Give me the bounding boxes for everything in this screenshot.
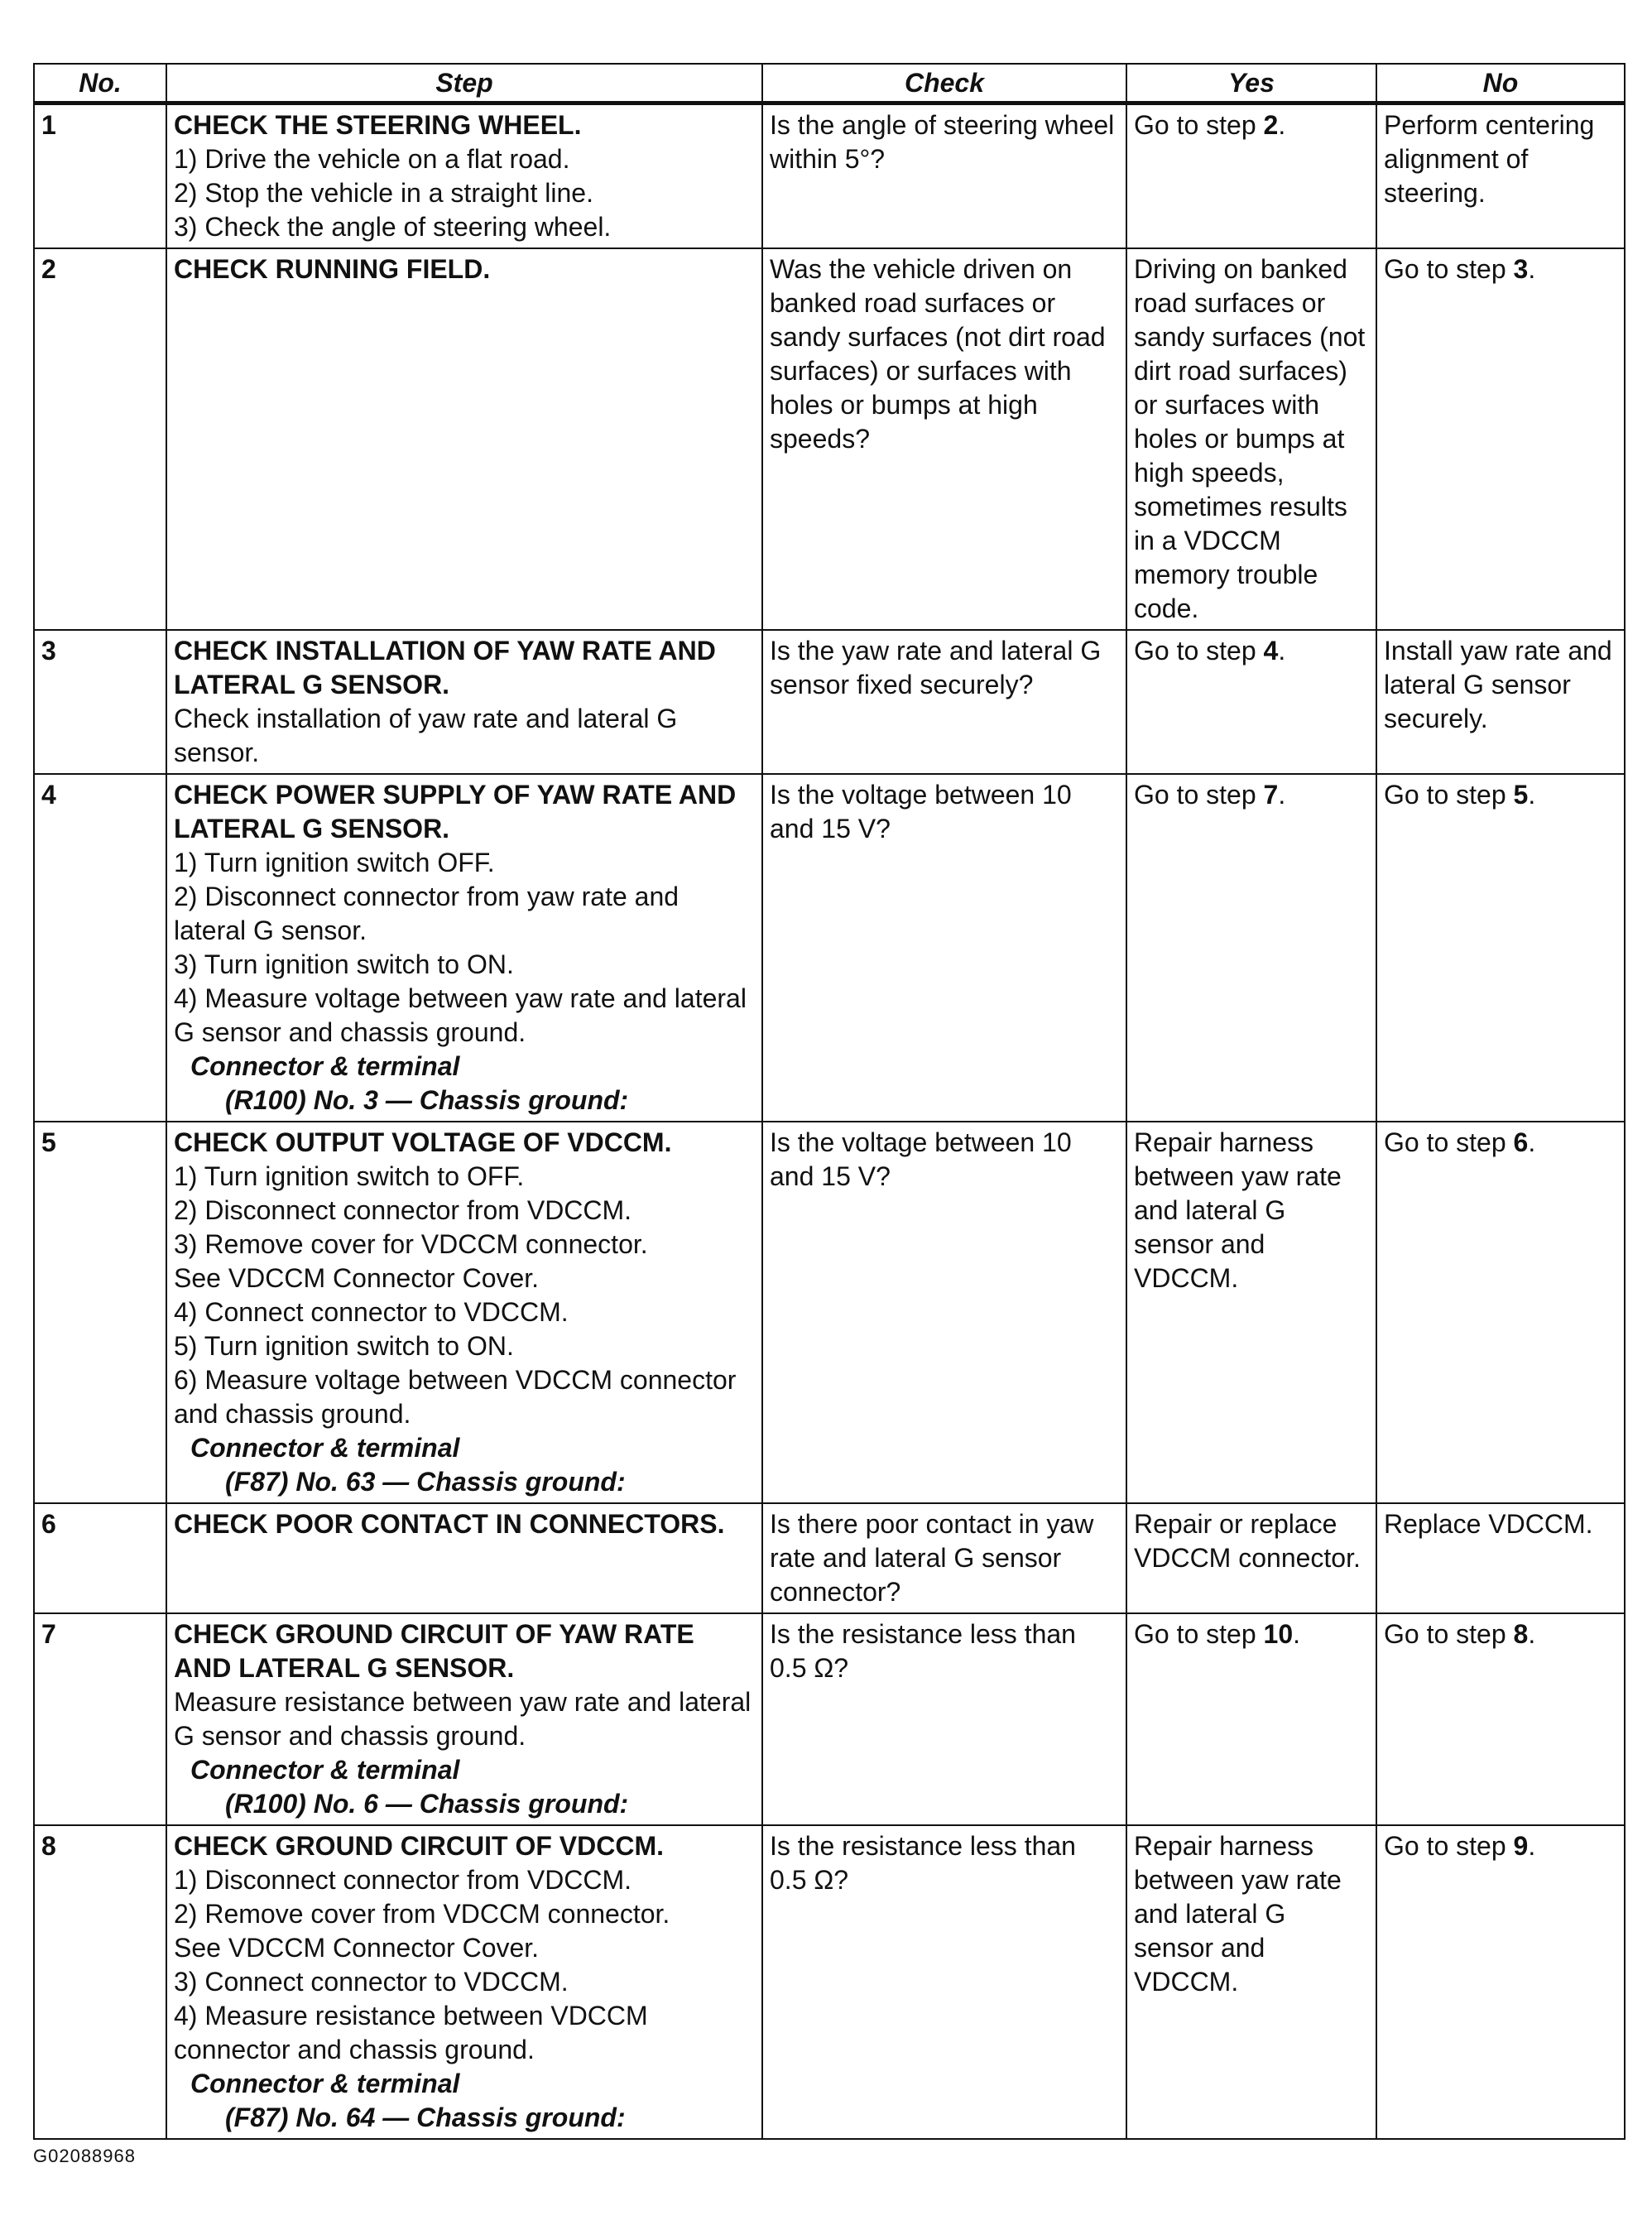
diagnostic-table	[33, 63, 1626, 2140]
check-question: Is there poor contact in yaw rate and lateral G sensor connector?	[762, 1503, 1126, 1613]
yes-result	[1126, 774, 1376, 1122]
step-instruction: 2) Disconnect connector from yaw rate and lateral G sensor.	[174, 882, 680, 945]
goto-step-ref: 8	[1513, 1619, 1529, 1649]
step-instruction: 3) Connect connector to VDCCM.	[174, 1967, 569, 1997]
step-instruction: 4) Connect connector to VDCCM.	[174, 1297, 569, 1327]
step-number: 5	[34, 1122, 166, 1503]
yes-result	[1126, 630, 1376, 774]
step-instruction: 1) Turn ignition switch OFF.	[174, 848, 495, 877]
step-instruction: 3) Check the angle of steering wheel.	[174, 212, 612, 242]
step-title: CHECK GROUND CIRCUIT OF VDCCM.	[174, 1831, 664, 1861]
step-cell	[166, 248, 762, 630]
connector-label: Connector & terminal	[190, 1051, 460, 1081]
table-row	[34, 1825, 1625, 2139]
step-number: 6	[34, 1503, 166, 1613]
no-result	[1376, 1122, 1625, 1503]
step-title: CHECK POWER SUPPLY OF YAW RATE AND LATERAL G SENSOR.	[174, 780, 737, 843]
step-instruction: 3) Turn ignition switch to ON.	[174, 949, 514, 979]
no-result	[1376, 1825, 1625, 2139]
check-question: Is the voltage between 10 and 15 V?	[762, 774, 1126, 1122]
step-cell	[166, 630, 762, 774]
table-row	[34, 1503, 1625, 1613]
figure-id: G02088968	[33, 2146, 136, 2166]
check-question: Was the vehicle driven on banked road surfaces or sandy surfaces (not dirt road surfaces) or surfaces with holes or bumps at high speeds?	[762, 248, 1126, 630]
goto-text: Go to step	[1134, 1619, 1264, 1649]
step-instruction: Check installation of yaw rate and lateral G sensor.	[174, 704, 678, 767]
step-number: 7	[34, 1613, 166, 1825]
step-number: 3	[34, 630, 166, 774]
goto-punct: .	[1528, 1831, 1536, 1861]
table-row	[34, 248, 1625, 630]
table-row	[34, 103, 1625, 249]
step-cell	[166, 1613, 762, 1825]
connector-label: Connector & terminal	[190, 1433, 460, 1463]
goto-step-ref: 9	[1513, 1831, 1529, 1861]
header-check: Check	[762, 64, 1126, 103]
step-instruction: 1) Drive the vehicle on a flat road.	[174, 144, 570, 174]
goto-punct: .	[1293, 1619, 1301, 1649]
header-yes: Yes	[1126, 64, 1376, 103]
step-instruction: 2) Disconnect connector from VDCCM.	[174, 1195, 632, 1225]
step-instruction: 4) Measure resistance between VDCCM connector and chassis ground.	[174, 2001, 648, 2064]
check-question: Is the voltage between 10 and 15 V?	[762, 1122, 1126, 1503]
goto-text: Go to step	[1384, 1619, 1514, 1649]
step-instruction: See VDCCM Connector Cover.	[174, 1933, 540, 1963]
goto-text: Go to step	[1384, 1831, 1514, 1861]
table-row	[34, 774, 1625, 1122]
step-cell	[166, 1825, 762, 2139]
goto-text: Go to step	[1384, 254, 1514, 284]
goto-punct: .	[1278, 110, 1286, 140]
step-title: CHECK GROUND CIRCUIT OF YAW RATE AND LATERAL G SENSOR.	[174, 1619, 694, 1683]
step-number: 8	[34, 1825, 166, 2139]
terminal-spec: (F87) No. 63 — Chassis ground:	[225, 1467, 626, 1497]
header-step: Step	[166, 64, 762, 103]
yes-result: Driving on banked road surfaces or sandy surfaces (not dirt road surfaces) or surfaces with holes or bumps at high speeds, sometimes results in a VDCCM memory trouble code.	[1126, 248, 1376, 630]
step-instruction: 5) Turn ignition switch to ON.	[174, 1331, 514, 1361]
table-header	[34, 64, 1625, 103]
goto-text: Go to step	[1384, 780, 1514, 810]
table-row	[34, 630, 1625, 774]
header-no-result: No	[1376, 64, 1625, 103]
step-title: CHECK POOR CONTACT IN CONNECTORS.	[174, 1509, 725, 1539]
step-instruction: Measure resistance between yaw rate and lateral G sensor and chassis ground.	[174, 1687, 752, 1751]
step-instruction: 4) Measure voltage between yaw rate and lateral G sensor and chassis ground.	[174, 983, 747, 1047]
goto-punct: .	[1528, 1619, 1536, 1649]
connector-label: Connector & terminal	[190, 1755, 460, 1785]
step-title: CHECK OUTPUT VOLTAGE OF VDCCM.	[174, 1127, 672, 1157]
step-number: 2	[34, 248, 166, 630]
step-instruction: 2) Remove cover from VDCCM connector.	[174, 1899, 670, 1929]
check-question: Is the resistance less than 0.5 Ω?	[762, 1825, 1126, 2139]
step-instruction: 2) Stop the vehicle in a straight line.	[174, 178, 593, 208]
terminal-spec: (R100) No. 3 — Chassis ground:	[225, 1085, 629, 1115]
goto-step-ref: 6	[1513, 1127, 1529, 1157]
yes-result: Repair or replace VDCCM connector.	[1126, 1503, 1376, 1613]
step-number: 4	[34, 774, 166, 1122]
goto-text: Go to step	[1134, 636, 1264, 666]
no-result	[1376, 1613, 1625, 1825]
terminal-spec: (F87) No. 64 — Chassis ground:	[225, 2103, 626, 2132]
goto-step-ref: 7	[1263, 780, 1279, 810]
table-body	[34, 103, 1625, 2140]
yes-result: Repair harness between yaw rate and lateral G sensor and VDCCM.	[1126, 1825, 1376, 2139]
yes-result	[1126, 1613, 1376, 1825]
goto-step-ref: 4	[1263, 636, 1279, 666]
goto-step-ref: 10	[1263, 1619, 1294, 1649]
goto-text: Go to step	[1134, 110, 1264, 140]
no-result: Perform centering alignment of steering.	[1376, 103, 1625, 249]
no-result	[1376, 774, 1625, 1122]
goto-step-ref: 5	[1513, 780, 1529, 810]
no-result: Replace VDCCM.	[1376, 1503, 1625, 1613]
step-instruction: 1) Turn ignition switch to OFF.	[174, 1161, 525, 1191]
table-row	[34, 1122, 1625, 1503]
goto-punct: .	[1278, 636, 1286, 666]
step-cell	[166, 774, 762, 1122]
yes-result: Repair harness between yaw rate and lateral G sensor and VDCCM.	[1126, 1122, 1376, 1503]
goto-punct: .	[1528, 254, 1536, 284]
goto-punct: .	[1278, 780, 1286, 810]
goto-text: Go to step	[1384, 1127, 1514, 1157]
check-question: Is the resistance less than 0.5 Ω?	[762, 1613, 1126, 1825]
no-result: Install yaw rate and lateral G sensor securely.	[1376, 630, 1625, 774]
step-cell	[166, 1122, 762, 1503]
step-instruction: 1) Disconnect connector from VDCCM.	[174, 1865, 632, 1895]
step-instruction: 3) Remove cover for VDCCM connector.	[174, 1229, 648, 1259]
step-number: 1	[34, 103, 166, 249]
goto-step-ref: 3	[1513, 254, 1529, 284]
goto-text: Go to step	[1134, 780, 1264, 810]
step-cell	[166, 1503, 762, 1613]
step-title: CHECK THE STEERING WHEEL.	[174, 110, 582, 140]
yes-result	[1126, 103, 1376, 249]
step-title: CHECK RUNNING FIELD.	[174, 254, 491, 284]
no-result	[1376, 248, 1625, 630]
step-title: CHECK INSTALLATION OF YAW RATE AND LATERAL G SENSOR.	[174, 636, 716, 699]
step-cell	[166, 103, 762, 249]
header-no: No.	[34, 64, 166, 103]
goto-punct: .	[1528, 1127, 1536, 1157]
connector-label: Connector & terminal	[190, 2069, 460, 2098]
step-instruction: See VDCCM Connector Cover.	[174, 1263, 540, 1293]
goto-punct: .	[1528, 780, 1536, 810]
goto-step-ref: 2	[1263, 110, 1279, 140]
terminal-spec: (R100) No. 6 — Chassis ground:	[225, 1789, 629, 1819]
check-question: Is the angle of steering wheel within 5°?	[762, 103, 1126, 249]
table-row	[34, 1613, 1625, 1825]
check-question: Is the yaw rate and lateral G sensor fixed securely?	[762, 630, 1126, 774]
step-instruction: 6) Measure voltage between VDCCM connector and chassis ground.	[174, 1365, 737, 1429]
